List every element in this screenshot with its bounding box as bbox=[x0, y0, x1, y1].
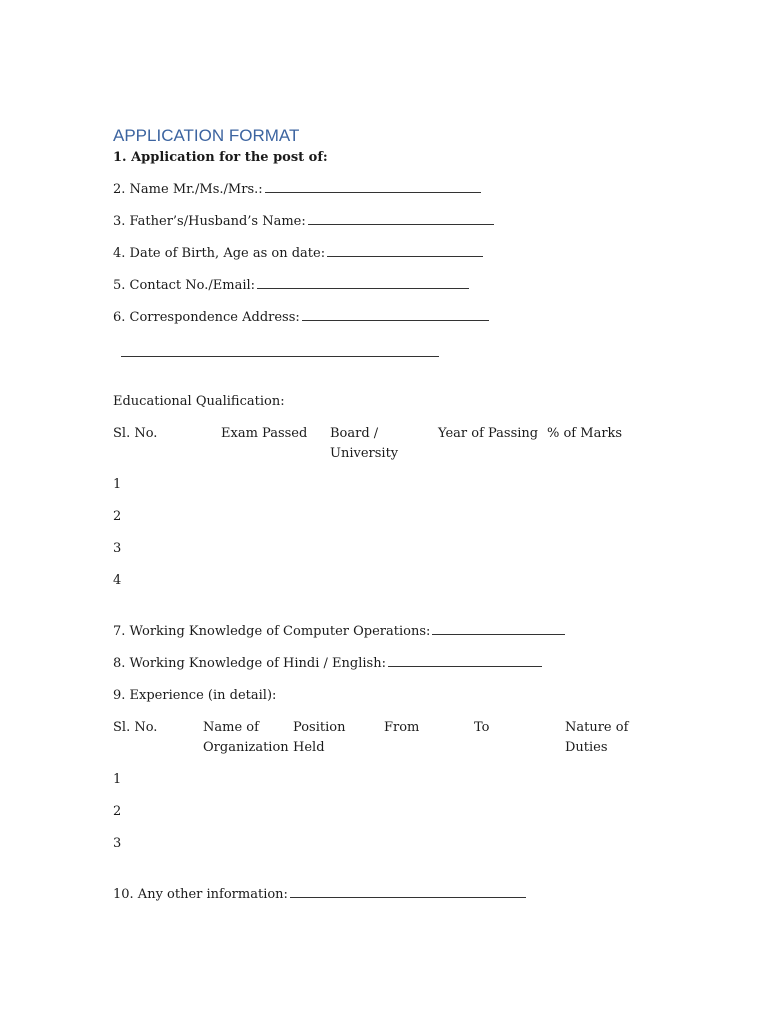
edu-heading: Educational Qualification: bbox=[113, 394, 285, 409]
exp-row-2: 2 bbox=[113, 804, 122, 819]
exp-header-duties: Nature of Duties bbox=[565, 720, 629, 755]
q7-computer-row bbox=[113, 622, 565, 641]
edu-row-2: 2 bbox=[113, 509, 122, 524]
father-name-blank[interactable] bbox=[308, 212, 494, 225]
language-blank[interactable] bbox=[388, 654, 542, 667]
q10-other-row bbox=[113, 885, 526, 904]
address-line-2[interactable] bbox=[121, 356, 439, 357]
computer-blank[interactable] bbox=[432, 622, 565, 635]
exp-header-from: From bbox=[384, 720, 420, 735]
address-blank[interactable] bbox=[302, 308, 489, 321]
q2-name-row bbox=[113, 180, 481, 199]
q9-experience-label: 9. Experience (in detail): bbox=[113, 688, 277, 703]
q5-contact-row bbox=[113, 276, 469, 295]
q6-address-label: 6. Correspondence Address: bbox=[113, 310, 300, 325]
q7-computer-label: 7. Working Knowledge of Computer Operations: bbox=[113, 624, 431, 639]
edu-header-board: Board / University bbox=[330, 426, 399, 461]
exp-row-3: 3 bbox=[113, 836, 122, 851]
edu-row-1: 1 bbox=[113, 477, 122, 492]
q1-post-label: 1. Application for the post of: bbox=[113, 150, 328, 165]
q6-address-row bbox=[113, 308, 489, 327]
form-title: APPLICATION FORMAT bbox=[113, 126, 300, 145]
exp-header-org: Name of Organization bbox=[203, 720, 289, 755]
q3-father-label: 3. Father’s/Husband’s Name: bbox=[113, 214, 306, 229]
exp-header-to: To bbox=[474, 720, 490, 735]
edu-header-slno: Sl. No. bbox=[113, 426, 158, 441]
name-blank[interactable] bbox=[265, 180, 481, 193]
contact-blank[interactable] bbox=[257, 276, 469, 289]
exp-header-slno: Sl. No. bbox=[113, 720, 158, 735]
exp-row-1: 1 bbox=[113, 772, 122, 787]
edu-row-4: 4 bbox=[113, 573, 122, 588]
q3-father-row bbox=[113, 212, 494, 231]
edu-header-exam: Exam Passed bbox=[221, 426, 308, 441]
edu-header-marks: % of Marks bbox=[547, 426, 623, 441]
q8-language-label: 8. Working Knowledge of Hindi / English: bbox=[113, 656, 386, 671]
q5-contact-label: 5. Contact No./Email: bbox=[113, 278, 256, 293]
q10-other-label: 10. Any other information: bbox=[113, 887, 288, 902]
q4-dob-label: 4. Date of Birth, Age as on date: bbox=[113, 246, 326, 261]
q4-dob-row bbox=[113, 244, 483, 263]
q2-name-label: 2. Name Mr./Ms./Mrs.: bbox=[113, 182, 263, 197]
edu-row-3: 3 bbox=[113, 541, 122, 556]
edu-header-year: Year of Passing bbox=[438, 426, 539, 441]
q8-language-row bbox=[113, 654, 542, 673]
exp-header-position: Position Held bbox=[293, 720, 346, 755]
other-info-blank[interactable] bbox=[290, 885, 526, 898]
dob-blank[interactable] bbox=[327, 244, 483, 257]
